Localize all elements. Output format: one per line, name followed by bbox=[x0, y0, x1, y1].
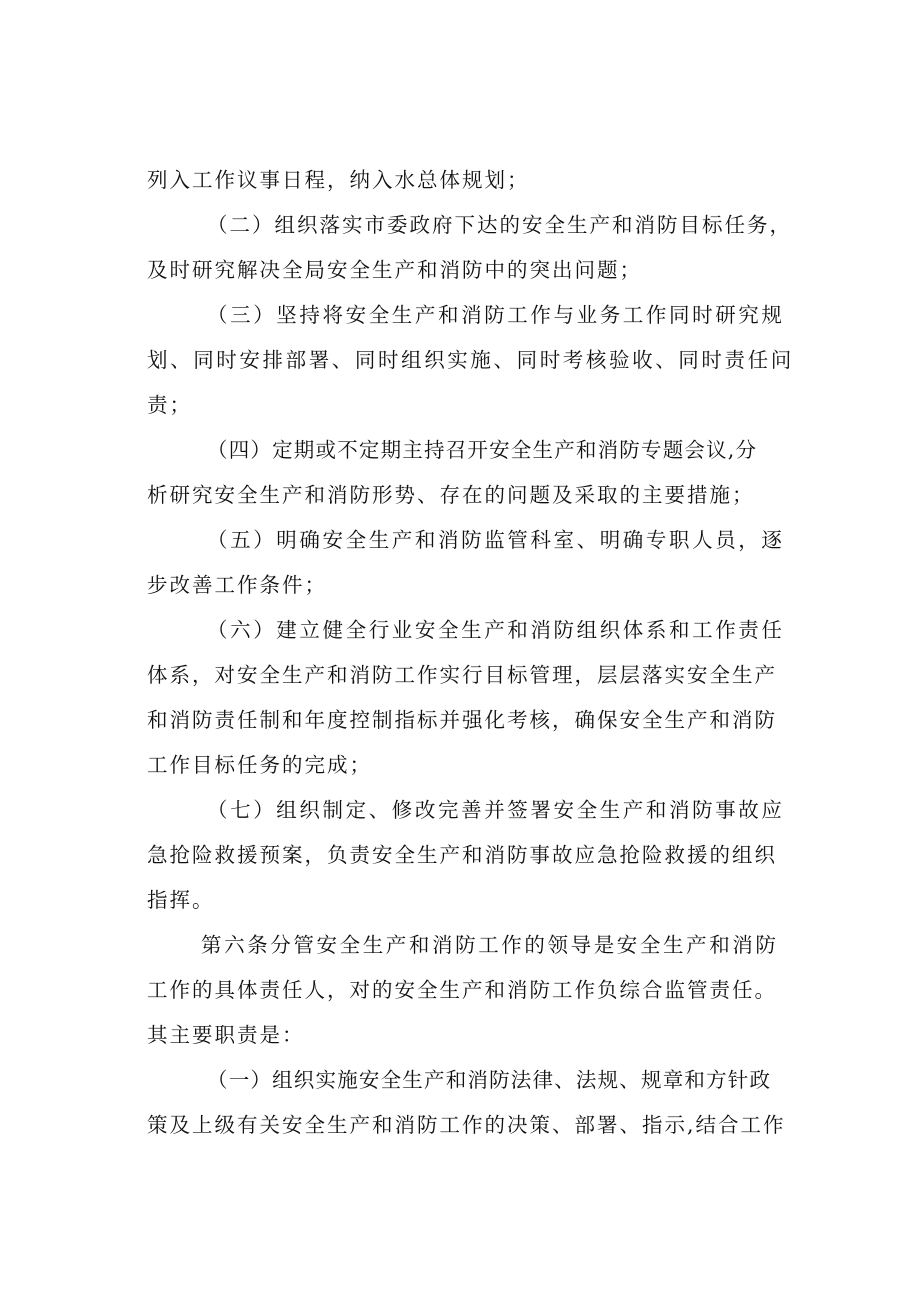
text-line: 工作的具体责任人，对的安全生产和消防工作负综合监管责任。 bbox=[147, 978, 777, 1002]
text-line: （二）组织落实市委政府下达的安全生产和消防目标任务， bbox=[207, 213, 792, 237]
text-line: 其主要职责是： bbox=[147, 1023, 305, 1047]
text-line: 及时研究解决全局安全生产和消防中的突出问题； bbox=[147, 258, 642, 282]
text-line: （六）建立健全行业安全生产和消防组织体系和工作责任 bbox=[207, 618, 785, 642]
text-line: 列入工作议事日程，纳入水总体规划； bbox=[147, 168, 530, 192]
text-line: （五）明确安全生产和消防监管科室、明确专职人员，逐 bbox=[207, 528, 785, 552]
text-line: 步改善工作条件； bbox=[147, 573, 327, 597]
text-line: （七）组织制定、修改完善并签署安全生产和消防事故应 bbox=[207, 798, 785, 822]
text-line: 析研究安全生产和消防形势、存在的问题及采取的主要措施； bbox=[147, 483, 755, 507]
text-line: 急抢险救援预案，负责安全生产和消防事故应急抢险救援的组织 bbox=[147, 843, 777, 867]
text-line: （一）组织实施安全生产和消防法律、法规、规章和方针政 bbox=[207, 1068, 772, 1092]
text-line: 和消防责任制和年度控制指标并强化考核，确保安全生产和消防 bbox=[147, 708, 777, 732]
text-line: 指挥。 bbox=[147, 888, 215, 912]
text-line: 策及上级有关安全生产和消防工作的决策、部署、指示,结合工作 bbox=[147, 1113, 786, 1137]
text-line: 体系，对安全生产和消防工作实行目标管理，层层落实安全生产 bbox=[147, 663, 777, 687]
text-line: 工作目标任务的完成； bbox=[147, 753, 372, 777]
text-line: （三）坚持将安全生产和消防工作与业务工作同时研究规 bbox=[207, 303, 785, 327]
document-body bbox=[147, 158, 807, 1148]
text-line: 责； bbox=[147, 393, 192, 417]
text-line: 第六条分管安全生产和消防工作的领导是安全生产和消防 bbox=[201, 933, 779, 957]
text-line: （四）定期或不定期主持召开安全生产和消防专题会议,分 bbox=[207, 438, 758, 462]
text-line: 划、同时安排部署、同时组织实施、同时考核验收、同时责任问 bbox=[147, 348, 794, 372]
